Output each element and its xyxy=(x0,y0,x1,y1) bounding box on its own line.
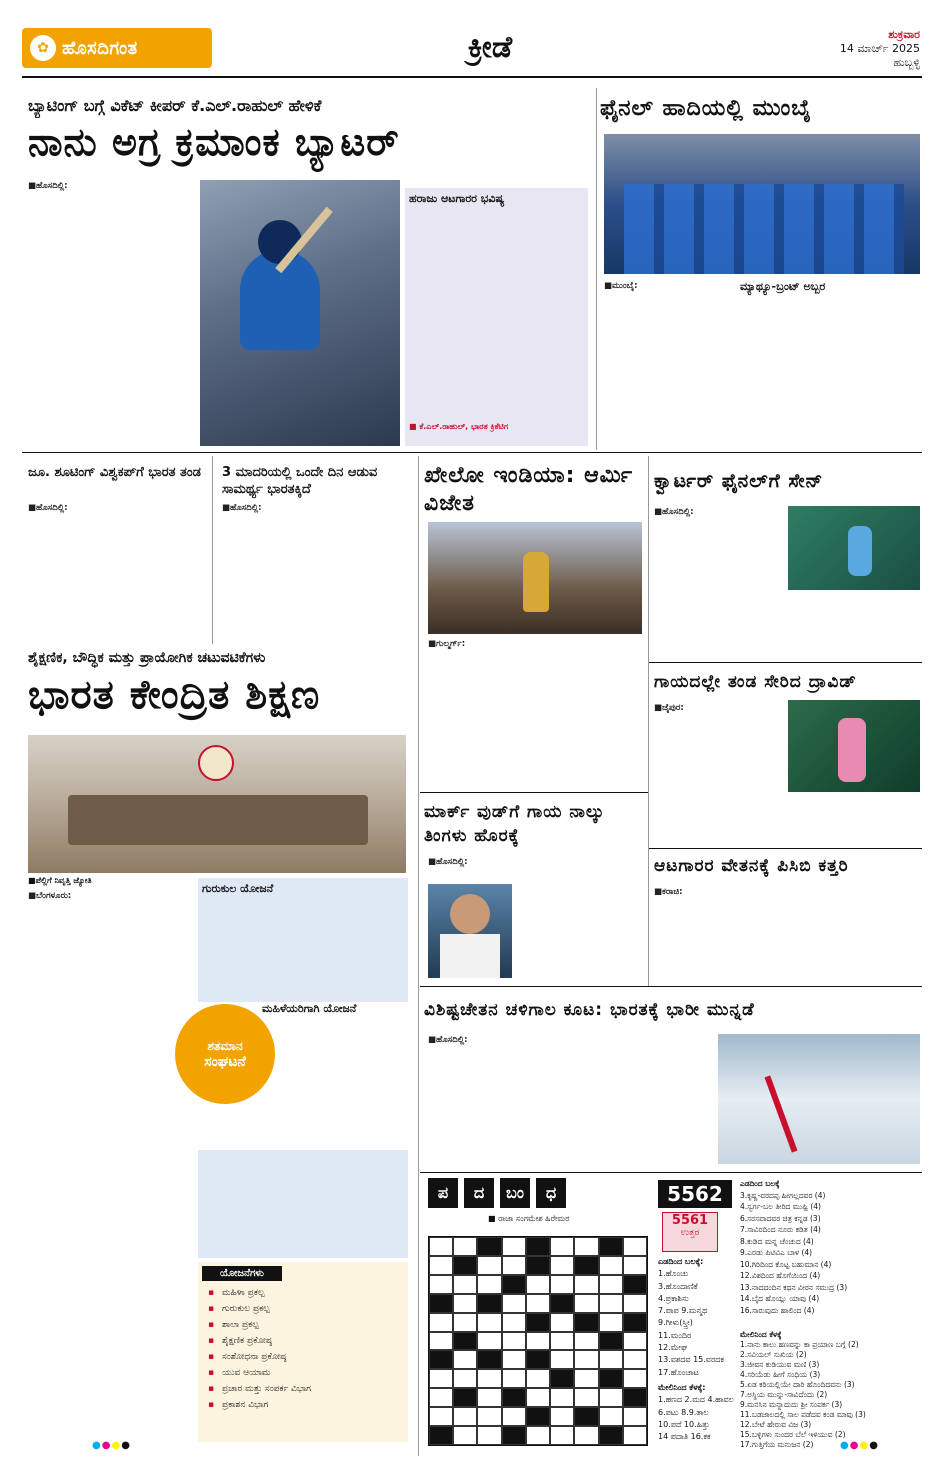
grid-cell-black xyxy=(429,1294,453,1313)
clue: 14 ಪದಾತಿ 16.ಕಕ xyxy=(658,1432,711,1442)
answer: 3.ಕೃಷ್ಣ-ವರದಪ್ಪ ಹೀಗಲ್ಲದವರ (4) xyxy=(740,1190,826,1200)
grid-cell[interactable] xyxy=(574,1388,598,1407)
answer: 10.ಗಿರಿದಿಂದ ಕೊಟ್ಟ ಬಹುಮಾನ (4) xyxy=(740,1259,832,1269)
grid-cell[interactable] xyxy=(453,1350,477,1369)
grid-cell[interactable] xyxy=(623,1332,647,1351)
wpl-body xyxy=(604,280,734,400)
answer: 4.ಸರಿಯೆಡು ಹೀಗೆ ಸಂಧಿಯ (3) xyxy=(740,1370,821,1379)
grid-cell[interactable] xyxy=(502,1256,526,1275)
winter-photo xyxy=(718,1034,920,1164)
grid-cell[interactable] xyxy=(477,1275,501,1294)
grid-cell-black xyxy=(526,1256,550,1275)
clue: 13.ವಶದವ 15.ವರದಕ xyxy=(658,1355,724,1365)
grid-cell[interactable] xyxy=(550,1313,574,1332)
list-item: ▪ ಶಾಲಾ ಪ್ರಕಲ್ಪ xyxy=(202,1317,404,1333)
down-title: ಮೇಲಿನಿಂದ ಕೆಳಕ್ಕೆ: xyxy=(658,1383,706,1392)
grid-cell-black xyxy=(550,1369,574,1388)
answer: 8.ಕುಡಿದ ಮನ್ನ ಚೆಂಚುದ (4) xyxy=(740,1236,814,1246)
clue: 1.ಹಣದ 2.ಮದ 4.ಹಾವಲ xyxy=(658,1395,734,1405)
players-group xyxy=(624,184,904,274)
grid-cell[interactable] xyxy=(429,1275,453,1294)
wpl-headline: ಫೈನಲ್ ಹಾದಿಯಲ್ಲಿ ಮುಂಬೈ xyxy=(600,96,812,121)
grid-cell[interactable] xyxy=(477,1256,501,1275)
grid-cell[interactable] xyxy=(502,1313,526,1332)
divider xyxy=(648,662,922,663)
list-item: ▪ ಯುವ ಆಯಾಮ xyxy=(202,1365,404,1381)
grid-cell-black xyxy=(574,1256,598,1275)
grid-cell[interactable] xyxy=(623,1237,647,1256)
grid-cell[interactable] xyxy=(502,1294,526,1313)
dateline xyxy=(770,28,920,70)
answer: 7.ಅಸ್ಥಿಯ ಮುನ್ನು-ಸಾವಿದೆಂದು (2) xyxy=(740,1390,828,1399)
edu-byline: ■ಪೆಲ್ಲಿಗೆ ನಿವೃತ್ತಿ ಜ್ಯೋತಿ xyxy=(28,876,92,885)
grid-cell-black xyxy=(599,1426,623,1445)
dravid-photo xyxy=(788,700,920,792)
emblem-line-2: ಸಂಘಟನೆ xyxy=(204,1053,246,1070)
clue: 1.ಹೊಂಚು xyxy=(658,1269,689,1279)
grid-cell[interactable] xyxy=(526,1294,550,1313)
list-item: ▪ ಸಂಶೋಧನಾ ಪ್ರಕೋಷ್ಠ xyxy=(202,1349,404,1365)
lotus-icon: ✿ xyxy=(30,35,56,61)
lead-headline: ನಾನು ಅಗ್ರ ಕ್ರಮಾಂಕ ಬ್ಯಾಟರ್ xyxy=(28,120,400,164)
clue: 7.ಪಾಪ 9.ಮನ್ಮಥ xyxy=(658,1306,708,1316)
meeting-photo xyxy=(28,735,406,873)
khelo-dateline: ■ಗುಲ್ಮರ್ಗ್: xyxy=(428,639,466,649)
prev-number: 5561 xyxy=(671,1213,709,1228)
grid-cell[interactable] xyxy=(526,1369,550,1388)
edu-dateline: ■ಬೆಂಗಳೂರು: xyxy=(28,891,72,901)
grid-cell[interactable] xyxy=(429,1407,453,1426)
pcb-dateline: ■ಕರಾಚಿ: xyxy=(654,887,683,897)
grid-cell-black xyxy=(429,1350,453,1369)
edu-body xyxy=(28,890,192,1440)
grid-cell[interactable] xyxy=(599,1275,623,1294)
sen-body xyxy=(654,506,784,656)
grid-cell-black xyxy=(477,1350,501,1369)
list-item: ▪ ಶೈಕ್ಷಣಿಕ ಪ್ರಕೋಷ್ಠ xyxy=(202,1333,404,1349)
conference-table xyxy=(68,795,368,845)
sidebar-title: ಹರಾಜು ಆಟಗಾರರ ಭವಿಷ್ಯ xyxy=(409,192,505,205)
grid-cell[interactable] xyxy=(623,1256,647,1275)
projects-title: ಯೋಜನೆಗಳು xyxy=(202,1266,282,1281)
emblem-icon xyxy=(198,745,234,781)
grid-cell-black xyxy=(599,1369,623,1388)
column-divider xyxy=(596,88,597,450)
divider xyxy=(420,986,922,987)
grid-cell[interactable] xyxy=(623,1369,647,1388)
grid-cell[interactable] xyxy=(429,1369,453,1388)
formats-dateline: ■ಹೊಸದಿಲ್ಲಿ: xyxy=(222,503,262,513)
wpl-dateline: ■ಮುಂಬೈ: xyxy=(604,281,638,291)
answer: 9.ಎರಡು ಪಿಟಿವಿಎ ಬಾಳ (4) xyxy=(740,1248,813,1257)
clue: 12.ಮೇಘ xyxy=(658,1343,687,1353)
answer: 14.ಬೈದ ಹೊಯ್ಲು ಯಾವು (4) xyxy=(740,1294,820,1303)
emblem-line-1: ಶತಮಾನ xyxy=(207,1038,243,1053)
grid-cell[interactable] xyxy=(599,1313,623,1332)
prev-answer-box xyxy=(662,1212,718,1252)
answer: 12.ವಿಶದಿಂದ ಹೊಗೆಯಿಂದ (4) xyxy=(740,1271,821,1280)
grid-cell[interactable] xyxy=(477,1369,501,1388)
clue: 4.ಪ್ರಕಾಶಿಸು xyxy=(658,1293,689,1303)
grid-cell[interactable] xyxy=(574,1350,598,1369)
down-clues xyxy=(658,1382,736,1452)
title-letter: ದ xyxy=(464,1178,494,1208)
grid-cell[interactable] xyxy=(526,1275,550,1294)
crossword-number: 5562 xyxy=(658,1180,732,1208)
pcb-body xyxy=(654,886,784,982)
lead-body xyxy=(28,180,198,440)
crossword-author: ■ ರಾಜಾ ಸಂಗಮೇಶ ಹಿರೇಮಠ xyxy=(488,1214,570,1223)
khelo-body xyxy=(428,638,642,788)
edu-kicker: ಶೈಕ್ಷಣಿಕ, ಬೌದ್ಧಿಕ ಮತ್ತು ಪ್ರಾಯೋಗಿಕ ಚಟುವಟಿಕೆಗಳು xyxy=(28,650,266,666)
sidebar-body xyxy=(409,210,584,360)
grid-cell[interactable] xyxy=(502,1369,526,1388)
grid-cell[interactable] xyxy=(623,1426,647,1445)
lead-sidebar xyxy=(405,188,588,446)
grid-cell[interactable] xyxy=(453,1294,477,1313)
grid-cell[interactable] xyxy=(453,1426,477,1445)
list-item: ▪ ಮಹಿಳಾ ಪ್ರಕಲ್ಪ xyxy=(202,1285,404,1301)
rahul-photo xyxy=(200,180,400,446)
wood-body xyxy=(428,856,642,882)
gurukula-box xyxy=(198,878,408,1002)
grid-cell[interactable] xyxy=(574,1237,598,1256)
women-body xyxy=(262,1018,408,1144)
sen-headline: ಕ್ವಾರ್ಟರ್ ಫೈನಲ್‌ಗೆ ಸೇನ್ xyxy=(654,470,824,492)
grid-cell-black xyxy=(502,1426,526,1445)
answers-title: ಎಡದಿಂದ ಬಲಕ್ಕೆ xyxy=(740,1179,780,1188)
gurukula-list xyxy=(198,1150,408,1258)
grid-cell[interactable] xyxy=(429,1313,453,1332)
grid-cell-black xyxy=(526,1350,550,1369)
registration-marks: ●●●● xyxy=(840,1440,879,1451)
answers-down-title: ಮೇಲಿನಿಂದ ಕೆಳಕ್ಕೆ xyxy=(740,1330,782,1339)
sen-body-2 xyxy=(788,594,920,656)
grid-cell[interactable] xyxy=(550,1275,574,1294)
khelo-photo xyxy=(428,522,642,634)
grid-cell-black xyxy=(453,1256,477,1275)
divider xyxy=(420,792,648,793)
grid-cell[interactable] xyxy=(453,1407,477,1426)
answer: 3.ಜೀವನ ಕುಡಿಯುವ ಮಣಿ (3) xyxy=(740,1360,820,1369)
title-letter: ಪ xyxy=(428,1178,458,1208)
column-divider xyxy=(418,456,419,1456)
grid-cell-black xyxy=(526,1237,550,1256)
day-name: ಶುಕ್ರವಾರ xyxy=(888,28,920,41)
paper-name: ಹೊಸದಿಗಂತ xyxy=(62,37,138,59)
answer: 12.ಬೇಟೆ ಹೇರುವ ವಿಜ (3) xyxy=(740,1420,812,1429)
clue: 3.ಹೊಂದಾಣಿಕೆ xyxy=(658,1281,698,1291)
answers-down xyxy=(740,1330,922,1450)
face-icon xyxy=(450,894,490,934)
grid-cell-black xyxy=(623,1388,647,1407)
masthead-rule xyxy=(22,76,922,78)
masthead-logo xyxy=(22,28,212,68)
grid-cell-black xyxy=(502,1275,526,1294)
prev-label: ಉತ್ತರ xyxy=(680,1228,700,1238)
divider xyxy=(648,848,922,849)
khelo-headline: ಖೇಲೋ ಇಂಡಿಯಾ: ಆರ್ಮಿ ವಿಜೇತ xyxy=(424,463,634,516)
dravid-body xyxy=(654,702,784,842)
player-figure xyxy=(848,526,872,576)
title-letter: ಧ xyxy=(536,1178,566,1208)
grid-cell[interactable] xyxy=(550,1237,574,1256)
grid-cell[interactable] xyxy=(574,1275,598,1294)
date: 14 ಮಾರ್ಚ್ 2025 xyxy=(839,42,920,55)
grid-cell[interactable] xyxy=(550,1426,574,1445)
answer: 9.ಮನಸಿನ ಮನ್ನಾದುದು ಶ್ರೀ ಸಂಪರ್ಕ (3) xyxy=(740,1400,843,1409)
lead-dateline: ■ಹೊಸದಿಲ್ಲಿ: xyxy=(28,181,68,191)
clue: 6.ಪಟು 8.9.ತಾಲ xyxy=(658,1407,709,1417)
answer: 15.ಬಳ್ಳಿಗಳು ಸುಂದರ ಬೆಲೆ ಇಳಿಯುವ (2) xyxy=(740,1430,846,1439)
grid-cell-black xyxy=(623,1275,647,1294)
grid-cell[interactable] xyxy=(550,1332,574,1351)
course-line xyxy=(765,1075,798,1152)
clue: 10.ಪದೆ 10.ಹಿತ್ತು xyxy=(658,1419,710,1429)
section-title: ಕ್ರೀಡೆ xyxy=(467,30,513,65)
trophy-icon xyxy=(523,552,549,612)
grid-cell[interactable] xyxy=(623,1294,647,1313)
divider xyxy=(420,1172,922,1173)
grid-cell[interactable] xyxy=(623,1350,647,1369)
answer: 17.ಗುತ್ತಿಗೆಯ ಮನುಜನ (2) xyxy=(740,1440,814,1449)
clue: 17.ಹೊಂಚಾಟ xyxy=(658,1367,699,1376)
grid-cell[interactable] xyxy=(526,1332,550,1351)
winter-headline: ವಿಶಿಷ್ಟಚೇತನ ಚಳಿಗಾಲ ಕೂಟ: ಭಾರತಕ್ಕೆ ಭಾರೀ ಮುನ್ನಡೆ xyxy=(424,1000,755,1020)
answer: 11.ಬಡಜಾಲದಲ್ಲಿ ಸಾಲ ಪಡೆದವ ಕಂಡ ಮಾವು (3) xyxy=(740,1410,866,1419)
grid-cell[interactable] xyxy=(574,1332,598,1351)
shooting-body xyxy=(28,502,208,640)
answer: 5.ಏಡ ಕರಿಯಲ್ಲಿಯೇ ದಾರಿ ಹೊಂದಿದವನು (3) xyxy=(740,1380,855,1389)
grid-cell[interactable] xyxy=(477,1313,501,1332)
winter-body xyxy=(428,1034,714,1168)
wpl-photo xyxy=(604,134,920,274)
clue: 11.ಮಂದಿರ xyxy=(658,1330,692,1340)
projects-list xyxy=(202,1285,404,1413)
grid-cell[interactable] xyxy=(453,1313,477,1332)
pcb-body-2 xyxy=(788,886,920,982)
grid-cell[interactable] xyxy=(526,1388,550,1407)
wpl-subhead: ಮ್ಯಾಥ್ಯೂ-ಬ್ರಂಟ್ ಅಬ್ಬರ xyxy=(740,280,826,293)
answer: 6.ಸರಸವಾದವರ ಚಿತ್ರ ಕನ್ನಡ (3) xyxy=(740,1213,821,1223)
grid-cell-black xyxy=(453,1332,477,1351)
grid-cell-black xyxy=(477,1237,501,1256)
player-figure xyxy=(838,718,866,782)
grid-cell[interactable] xyxy=(429,1388,453,1407)
list-item: ▪ ಪ್ರಚಾರ ಮತ್ತು ಸಂಪರ್ಕ ವಿಭಾಗ xyxy=(202,1381,404,1397)
title-letter: ಬಂ xyxy=(500,1178,530,1208)
answers-across xyxy=(740,1178,922,1328)
grid-cell[interactable] xyxy=(502,1407,526,1426)
women-title: ಮಹಿಳೆಯರಿಗಾಗಿ ಯೋಜನೆ xyxy=(262,1002,357,1015)
grid-cell[interactable] xyxy=(623,1407,647,1426)
grid-cell[interactable] xyxy=(550,1256,574,1275)
grid-cell-black xyxy=(453,1388,477,1407)
column-divider xyxy=(648,456,649,986)
grid-cell[interactable] xyxy=(526,1426,550,1445)
edu-headline: ಭಾರತ ಕೇಂದ್ರಿತ ಶಿಕ್ಷಣ xyxy=(28,672,321,718)
grid-cell[interactable] xyxy=(477,1388,501,1407)
wood-photo xyxy=(428,884,512,978)
column-divider xyxy=(212,456,213,644)
across-clues xyxy=(658,1256,736,1376)
answer: 13.ನಾದದಂದಿನ ಕಥನ ವೀರನ ಸಮುದ್ರ (3) xyxy=(740,1282,848,1292)
grid-cell[interactable] xyxy=(429,1256,453,1275)
sen-photo xyxy=(788,506,920,590)
grid-cell[interactable] xyxy=(599,1256,623,1275)
across-title: ಎಡದಿಂದ ಬಲಕ್ಕೆ: xyxy=(658,1257,704,1266)
grid-cell-black xyxy=(574,1407,598,1426)
grid-cell[interactable] xyxy=(550,1350,574,1369)
grid-cell-black xyxy=(623,1313,647,1332)
quote-credit: ■ ಕೆ.ಎಲ್.ರಾಹುಲ್, ಭಾರತ ಕ್ರಿಕೆಟಿಗ xyxy=(409,422,509,431)
grid-cell[interactable] xyxy=(550,1388,574,1407)
pcb-headline: ಆಟಗಾರರ ವೇತನಕ್ಕೆ ಪಿಸಿಬಿ ಕತ್ತರಿ xyxy=(654,856,849,876)
gurukula-title: ಗುರುಕುಲ ಯೋಜನೆ xyxy=(202,882,274,895)
grid-cell[interactable] xyxy=(574,1369,598,1388)
answer: 1.ನಾನು ಕಾಲು ಹಣವನ್ನು ಕಾ ಪ್ರಯಾಣ ಬಗ್ಗೆ (2) xyxy=(740,1340,859,1349)
formats-headline: 3 ಮಾದರಿಯಲ್ಲಿ ಒಂದೇ ದಿನ ಆಡುವ ಸಾಮರ್ಥ್ಯ ಭಾರತಕ್ಕಿದೆ xyxy=(222,465,378,497)
answer: 4.ಸ್ವರ್ಗ-ಬಲ ತೀರಿದ ಮುಷ್ಟಿ (4) xyxy=(740,1202,821,1211)
grid-cell-black xyxy=(526,1407,550,1426)
wpl-subhead-body xyxy=(740,300,922,430)
grid-cell[interactable] xyxy=(453,1237,477,1256)
list-item: ▪ ಗುರುಕುಲ ಪ್ರಕಲ್ಪ xyxy=(202,1301,404,1317)
gurukula-body xyxy=(202,896,404,996)
formats-body xyxy=(222,502,412,640)
city: ಹುಬ್ಬಳ್ಳಿ xyxy=(893,56,920,69)
winter-dateline: ■ಹೊಸದಿಲ್ಲಿ: xyxy=(428,1035,468,1045)
grid-cell-black xyxy=(477,1294,501,1313)
grid-cell[interactable] xyxy=(599,1407,623,1426)
grid-cell-black xyxy=(429,1426,453,1445)
grid-cell[interactable] xyxy=(502,1237,526,1256)
grid-cell[interactable] xyxy=(599,1294,623,1313)
grid-cell[interactable] xyxy=(574,1294,598,1313)
shooting-dateline: ■ಹೊಸದಿಲ್ಲಿ: xyxy=(28,503,68,513)
dravid-headline: ಗಾಯದಲ್ಲೇ ತಂಡ ಸೇರಿದ ದ್ರಾವಿಡ್ xyxy=(654,672,857,692)
grid-cell-black xyxy=(599,1332,623,1351)
dravid-body-2 xyxy=(788,796,920,842)
divider xyxy=(22,452,922,453)
grid-cell-black xyxy=(599,1237,623,1256)
answer: 7.ಸಾವಿರದಿಂದ ನೂರು ಕಡಿತ (4) xyxy=(740,1225,821,1234)
grid-cell-black xyxy=(550,1294,574,1313)
wood-dateline: ■ಹೊಸದಿಲ್ಲಿ: xyxy=(428,857,468,867)
grid-cell[interactable] xyxy=(453,1369,477,1388)
grid-cell[interactable] xyxy=(550,1407,574,1426)
grid-cell[interactable] xyxy=(477,1426,501,1445)
grid-cell-black xyxy=(526,1313,550,1332)
shatamana-emblem xyxy=(175,1004,275,1104)
answer: 2.ಸವಿಯಲ್ ಸುಖಿಯ (2) xyxy=(740,1350,807,1359)
grid-cell[interactable] xyxy=(429,1237,453,1256)
wood-body-2 xyxy=(516,884,642,982)
grid-cell[interactable] xyxy=(502,1350,526,1369)
sen-dateline: ■ಹೊಸದಿಲ್ಲಿ: xyxy=(654,507,694,517)
grid-cell[interactable] xyxy=(477,1407,501,1426)
grid-cell[interactable] xyxy=(477,1332,501,1351)
crossword-grid[interactable] xyxy=(428,1236,648,1446)
projects-box xyxy=(198,1262,408,1442)
crossword-title xyxy=(428,1178,648,1210)
grid-cell[interactable] xyxy=(429,1332,453,1351)
clue: 9.ಗೀಳು(ಸ್ತ್ರೀ) xyxy=(658,1318,693,1328)
grid-cell[interactable] xyxy=(453,1275,477,1294)
shooting-headline: ಜೂ. ಶೂಟಿಂಗ್ ವಿಶ್ವಕಪ್‌ಗೆ ಭಾರತ ತಂಡ xyxy=(28,465,201,480)
grid-cell[interactable] xyxy=(574,1426,598,1445)
grid-cell[interactable] xyxy=(599,1350,623,1369)
grid-cell[interactable] xyxy=(599,1388,623,1407)
shirt-icon xyxy=(440,934,500,978)
lead-kicker: ಬ್ಯಾಟಿಂಗ್ ಬಗ್ಗೆ ವಿಕೆಟ್ ಕೀಪರ್ ಕೆ.ಎಲ್.ರಾಹುಲ್ ಹೇಳಿಕೆ xyxy=(28,96,322,115)
grid-cell-black xyxy=(574,1313,598,1332)
grid-cell[interactable] xyxy=(502,1332,526,1351)
registration-marks: ●●●● xyxy=(92,1440,131,1451)
wood-headline: ಮಾರ್ಕ್ ವುಡ್‌ಗೆ ಗಾಯ ನಾಲ್ಕು ತಿಂಗಳು ಹೊರಕ್ಕೆ xyxy=(424,802,605,846)
list-item: ▪ ಪ್ರಕಾಶನ ವಿಭಾಗ xyxy=(202,1397,404,1413)
grid-cell-black xyxy=(502,1388,526,1407)
dravid-dateline: ■ಜೈಪುರ: xyxy=(654,703,684,713)
answer: 16.ಸಾರುವುದು ಹಾಲಿಂದ (4) xyxy=(740,1305,815,1315)
